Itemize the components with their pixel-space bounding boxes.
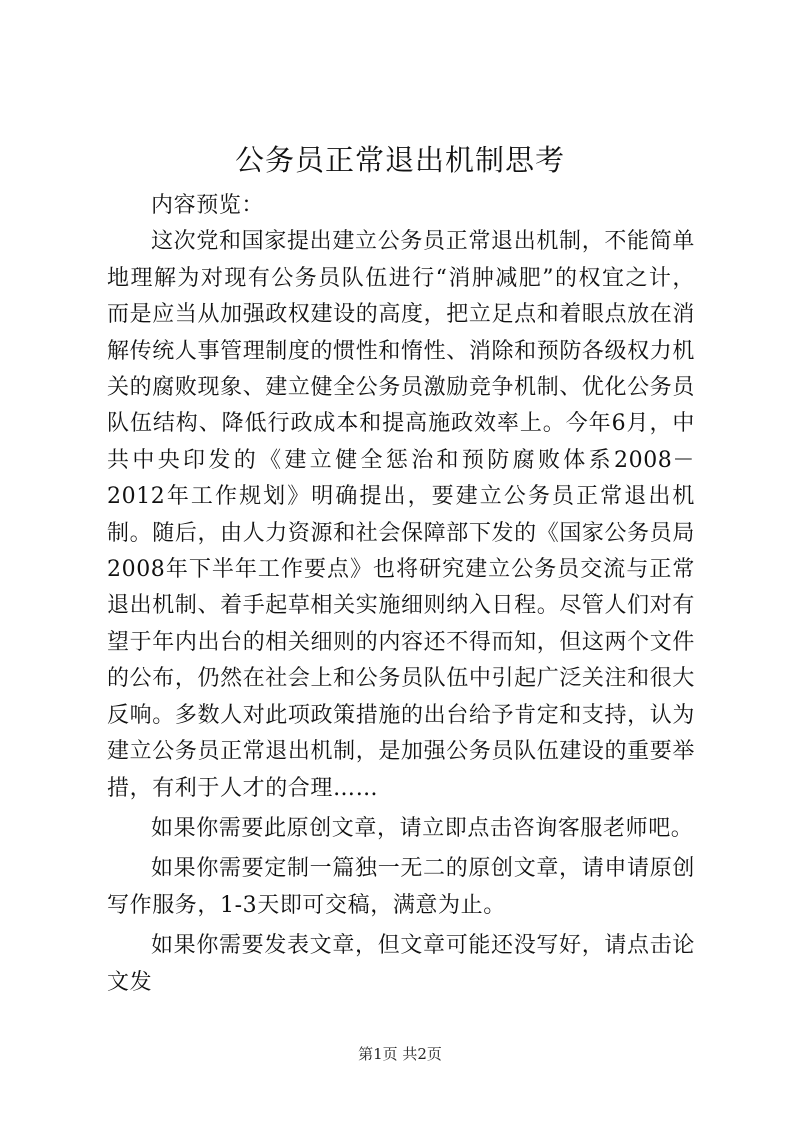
document-body — [107, 188, 695, 1001]
notice-consult-link[interactable]: 如果你需要此原创文章，请立即点击咨询客服老师吧。 — [151, 815, 694, 841]
page-number-footer: 第1页 共2页 — [358, 1045, 442, 1063]
notice-publish-link[interactable]: 如果你需要发表文章，但文章可能还没写好，请点击论文发 — [107, 933, 695, 995]
notice-custom-writing-link[interactable]: 如果你需要定制一篇独一无二的原创文章，请申请原创写作服务，1-3天即可交稿，满意为止。 — [107, 856, 695, 918]
preview-label: 内容预览： — [151, 193, 265, 218]
document-title: 公务员正常退出机制思考 — [234, 143, 565, 177]
main-paragraph: 这次党和国家提出建立公务员正常退出机制，不能简单地理解为对现有公务员队伍进行“消肿减肥”的权宜之计，而是应当从加强政权建设的高度，把立足点和着眼点放在消解传统人事管理制度的惯性和惰性、消除和预防各级权力机关的腐败现象、建立健全公务员激励竞争机制、优化公务员队伍结构、降低行政成本和提高施政效率上。今年6月，中共中央印发的《建立健全惩治和预防腐败体系2008－2012年工作规划》明确提出，要建立公务员正常退出机制。随后，由人力资源和社会保障部下发的《国家公务员局2008年下半年工作要点》也将研究建立公务员交流与正常退出机制、着手起草相关实施细则纳入日程。尽管人们对有望于年内出台的相关细则的内容还不得而知，但这两个文件的公布，仍然在社会上和公务员队伍中引起广泛关注和很大反响。多数人对此项政策措施的出台给予肯定和支持，认为建立公务员正常退出机制，是加强公务员队伍建设的重要举措，有利于人才的合理…… — [107, 229, 695, 801]
